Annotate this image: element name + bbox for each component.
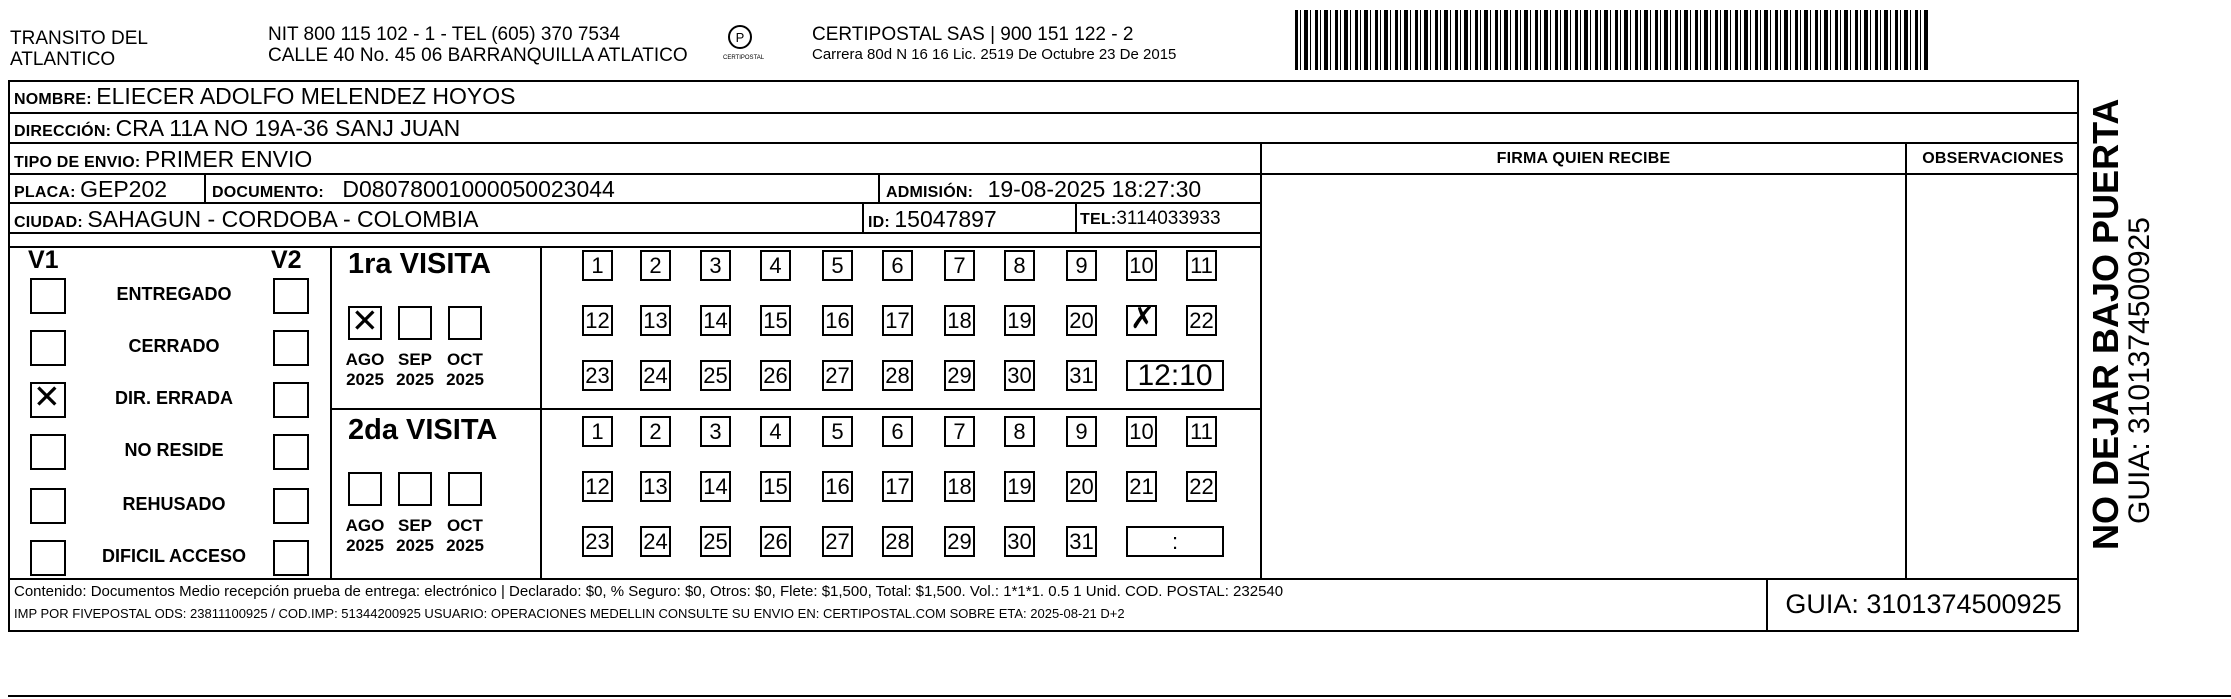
plate-label: PLACA: bbox=[14, 184, 76, 201]
day-box[interactable]: 29 bbox=[944, 526, 975, 557]
month-label: OCT bbox=[447, 350, 483, 369]
sender-name bbox=[10, 28, 148, 70]
day-box[interactable]: 25 bbox=[700, 526, 731, 557]
nit-line: NIT 800 115 102 - 1 - TEL (605) 370 7534 bbox=[268, 24, 621, 45]
day-box[interactable]: 10 bbox=[1126, 250, 1157, 281]
certipostal-logo-icon bbox=[723, 24, 757, 50]
day-box[interactable]: 8 bbox=[1004, 250, 1035, 281]
sender-line-2: ATLANTICO bbox=[10, 49, 116, 70]
id-label: ID: bbox=[868, 214, 890, 231]
day-box[interactable]: 23 bbox=[582, 360, 613, 391]
address-line: CALLE 40 No. 45 06 BARRANQUILLA ATLATICO bbox=[268, 45, 688, 66]
status-label: DIR. ERRADA bbox=[114, 388, 233, 408]
month-checkbox[interactable] bbox=[398, 306, 432, 340]
day-box[interactable]: 28 bbox=[882, 360, 913, 391]
day-box[interactable]: 26 bbox=[760, 526, 791, 557]
month-label: OCT bbox=[447, 516, 483, 535]
month-label: AGO bbox=[345, 350, 385, 369]
day-box[interactable]: 4 bbox=[760, 416, 791, 447]
time-field[interactable]: 12:10 bbox=[1126, 360, 1224, 391]
id-value: 15047897 bbox=[894, 206, 997, 232]
day-box[interactable]: 5 bbox=[822, 416, 853, 447]
day-box[interactable]: 22 bbox=[1186, 471, 1217, 502]
month-label: SEP bbox=[397, 350, 433, 369]
day-box[interactable] bbox=[1126, 305, 1157, 336]
logo-caption: CERTIPOSTAL bbox=[723, 55, 765, 61]
tel-row bbox=[1080, 208, 1221, 230]
side-guide: GUIA: 3101374500925 bbox=[2123, 217, 2156, 524]
second-visit-title: 2da VISITA bbox=[348, 414, 498, 446]
svg-text:P: P bbox=[735, 30, 745, 45]
year-label: 2025 bbox=[446, 536, 484, 555]
status-label: DIFICIL ACCESO bbox=[101, 546, 246, 566]
v2-checkbox[interactable] bbox=[273, 434, 309, 470]
certipostal-logo bbox=[723, 24, 765, 61]
day-box[interactable]: 3 bbox=[700, 250, 731, 281]
year-label: 2025 bbox=[396, 370, 434, 389]
day-box[interactable]: 28 bbox=[882, 526, 913, 557]
day-box[interactable]: 6 bbox=[882, 416, 913, 447]
year-label: 2025 bbox=[446, 370, 484, 389]
address-label: DIRECCIÓN: bbox=[14, 123, 112, 140]
day-box[interactable]: 16 bbox=[822, 305, 853, 336]
month-label: SEP bbox=[397, 516, 433, 535]
day-box[interactable]: 20 bbox=[1066, 471, 1097, 502]
day-box[interactable]: 6 bbox=[882, 250, 913, 281]
day-box[interactable]: 20 bbox=[1066, 305, 1097, 336]
month-checkbox[interactable] bbox=[448, 472, 482, 506]
day-box[interactable]: 30 bbox=[1004, 360, 1035, 391]
address-row bbox=[14, 115, 460, 142]
day-box[interactable]: 30 bbox=[1004, 526, 1035, 557]
day-box[interactable]: 15 bbox=[760, 305, 791, 336]
day-box[interactable]: 14 bbox=[700, 471, 731, 502]
type-value: PRIMER ENVIO bbox=[144, 146, 313, 172]
day-box[interactable]: 16 bbox=[822, 471, 853, 502]
tel-label: TEL: bbox=[1080, 211, 1117, 228]
month-checkbox[interactable] bbox=[448, 306, 482, 340]
admission-row bbox=[886, 176, 1201, 203]
status-label: CERRADO bbox=[128, 336, 220, 356]
city-value: SAHAGUN - CORDOBA - COLOMBIA bbox=[87, 206, 479, 232]
day-box[interactable]: 2 bbox=[640, 250, 671, 281]
print-line: IMP POR FIVEPOSTAL ODS: 23811100925 / COD.IMP: 51344200925 USUARIO: OPERACIONES MEDELLIN CONSULTE SU ENVIO EN: CERTIPOSTAL.COM SOBRE ETA: 2025-08-21 D+2 bbox=[14, 606, 1125, 621]
v1-checkbox[interactable] bbox=[30, 278, 66, 314]
month-checkbox[interactable] bbox=[398, 472, 432, 506]
tel-value: 3114033933 bbox=[1116, 208, 1221, 229]
day-box[interactable]: 19 bbox=[1004, 471, 1035, 502]
barcode bbox=[1295, 10, 1929, 70]
day-box[interactable]: 31 bbox=[1066, 526, 1097, 557]
day-box[interactable]: 22 bbox=[1186, 305, 1217, 336]
day-box[interactable]: 15 bbox=[760, 471, 791, 502]
document-value: D08078001000050023044 bbox=[342, 176, 615, 202]
type-row bbox=[14, 146, 312, 173]
day-box[interactable]: 17 bbox=[882, 471, 913, 502]
day-box[interactable]: 23 bbox=[582, 526, 613, 557]
day-box[interactable]: 25 bbox=[700, 360, 731, 391]
document-row bbox=[212, 176, 615, 203]
plate-row bbox=[14, 176, 167, 203]
month-checkbox[interactable] bbox=[348, 472, 382, 506]
day-box[interactable]: 13 bbox=[640, 305, 671, 336]
year-label: 2025 bbox=[396, 536, 434, 555]
day-box[interactable]: 1 bbox=[582, 416, 613, 447]
city-label: CIUDAD: bbox=[14, 214, 83, 231]
id-row bbox=[868, 206, 997, 233]
document-label: DOCUMENTO: bbox=[212, 184, 324, 201]
name-value: ELIECER ADOLFO MELENDEZ HOYOS bbox=[96, 83, 516, 109]
month-label: AGO bbox=[345, 516, 385, 535]
side-warning: NO DEJAR BAJO PUERTA bbox=[2085, 98, 2126, 550]
day-box[interactable]: 29 bbox=[944, 360, 975, 391]
day-box[interactable]: 12 bbox=[582, 471, 613, 502]
address-value: CRA 11A NO 19A-36 SANJ JUAN bbox=[115, 115, 461, 141]
time-field[interactable]: : bbox=[1126, 526, 1224, 557]
year-label: 2025 bbox=[346, 370, 384, 389]
city-row bbox=[14, 206, 478, 233]
status-label: REHUSADO bbox=[122, 494, 226, 514]
status-label: ENTREGADO bbox=[116, 284, 232, 304]
day-box[interactable]: 1 bbox=[582, 250, 613, 281]
day-box[interactable]: 31 bbox=[1066, 360, 1097, 391]
company-info bbox=[812, 24, 1176, 65]
day-box[interactable]: 19 bbox=[1004, 305, 1035, 336]
v2-checkbox[interactable] bbox=[273, 488, 309, 524]
observations-header: OBSERVACIONES bbox=[1922, 150, 2064, 167]
type-label: TIPO DE ENVIO: bbox=[14, 154, 141, 171]
year-label: 2025 bbox=[346, 536, 384, 555]
day-box[interactable]: 27 bbox=[822, 360, 853, 391]
v2-header: V2 bbox=[271, 246, 302, 274]
day-box[interactable]: 27 bbox=[822, 526, 853, 557]
day-box[interactable]: 8 bbox=[1004, 416, 1035, 447]
day-box[interactable]: 11 bbox=[1186, 416, 1217, 447]
v2-checkbox[interactable] bbox=[273, 278, 309, 314]
name-row bbox=[14, 83, 516, 110]
admission-value: 19-08-2025 18:27:30 bbox=[987, 176, 1202, 202]
v1-checkbox[interactable] bbox=[30, 330, 66, 366]
day-box[interactable]: 13 bbox=[640, 471, 671, 502]
v1-checkbox[interactable] bbox=[30, 488, 66, 524]
day-box[interactable]: 17 bbox=[882, 305, 913, 336]
signature-header: FIRMA QUIEN RECIBE bbox=[1496, 150, 1671, 167]
day-box[interactable]: 11 bbox=[1186, 250, 1217, 281]
day-box[interactable]: 9 bbox=[1066, 416, 1097, 447]
day-box[interactable]: 18 bbox=[944, 305, 975, 336]
sender-info bbox=[268, 24, 688, 66]
v1-checkbox[interactable] bbox=[30, 434, 66, 470]
day-box[interactable]: 21 bbox=[1126, 471, 1157, 502]
contents-line: Contenido: Documentos Medio recepción prueba de entrega: electrónico | Declarado: $0, % Seguro: $0, Otros: $0, Flete: $1,500, Total: $1,500. Vol.: 1*1*1. 0.5 1 Unid. COD. POSTAL: 232540 bbox=[14, 583, 1284, 600]
day-box[interactable]: 9 bbox=[1066, 250, 1097, 281]
v2-checkbox[interactable] bbox=[273, 540, 309, 576]
footer-guide: GUIA: 3101374500925 bbox=[1785, 589, 2062, 619]
v2-checkbox[interactable] bbox=[273, 330, 309, 366]
day-box[interactable]: 3 bbox=[700, 416, 731, 447]
sender-line-1: TRANSITO DEL bbox=[10, 28, 148, 49]
v2-checkbox[interactable] bbox=[273, 382, 309, 418]
company-line: CERTIPOSTAL SAS | 900 151 122 - 2 bbox=[812, 24, 1134, 45]
v1-checkbox[interactable] bbox=[30, 382, 66, 418]
license-line: Carrera 80d N 16 16 Lic. 2519 De Octubre 23 De 2015 bbox=[812, 46, 1177, 63]
day-box[interactable]: 4 bbox=[760, 250, 791, 281]
day-box[interactable]: 10 bbox=[1126, 416, 1157, 447]
v1-checkbox[interactable] bbox=[30, 540, 66, 576]
day-box[interactable]: 2 bbox=[640, 416, 671, 447]
first-visit-title: 1ra VISITA bbox=[348, 248, 491, 280]
day-box[interactable]: 7 bbox=[944, 250, 975, 281]
day-box[interactable]: 18 bbox=[944, 471, 975, 502]
day-box[interactable]: 24 bbox=[640, 360, 671, 391]
day-box[interactable]: 5 bbox=[822, 250, 853, 281]
month-checkbox[interactable] bbox=[348, 306, 382, 340]
name-label: NOMBRE: bbox=[14, 91, 92, 108]
v1-header: V1 bbox=[28, 246, 59, 274]
day-box[interactable]: 12 bbox=[582, 305, 613, 336]
day-box[interactable]: 14 bbox=[700, 305, 731, 336]
day-box[interactable]: 26 bbox=[760, 360, 791, 391]
day-box[interactable]: 24 bbox=[640, 526, 671, 557]
day-box[interactable]: 7 bbox=[944, 416, 975, 447]
plate-value: GEP202 bbox=[80, 176, 168, 202]
admission-label: ADMISIÓN: bbox=[886, 184, 974, 201]
status-label: NO RESIDE bbox=[124, 440, 224, 460]
